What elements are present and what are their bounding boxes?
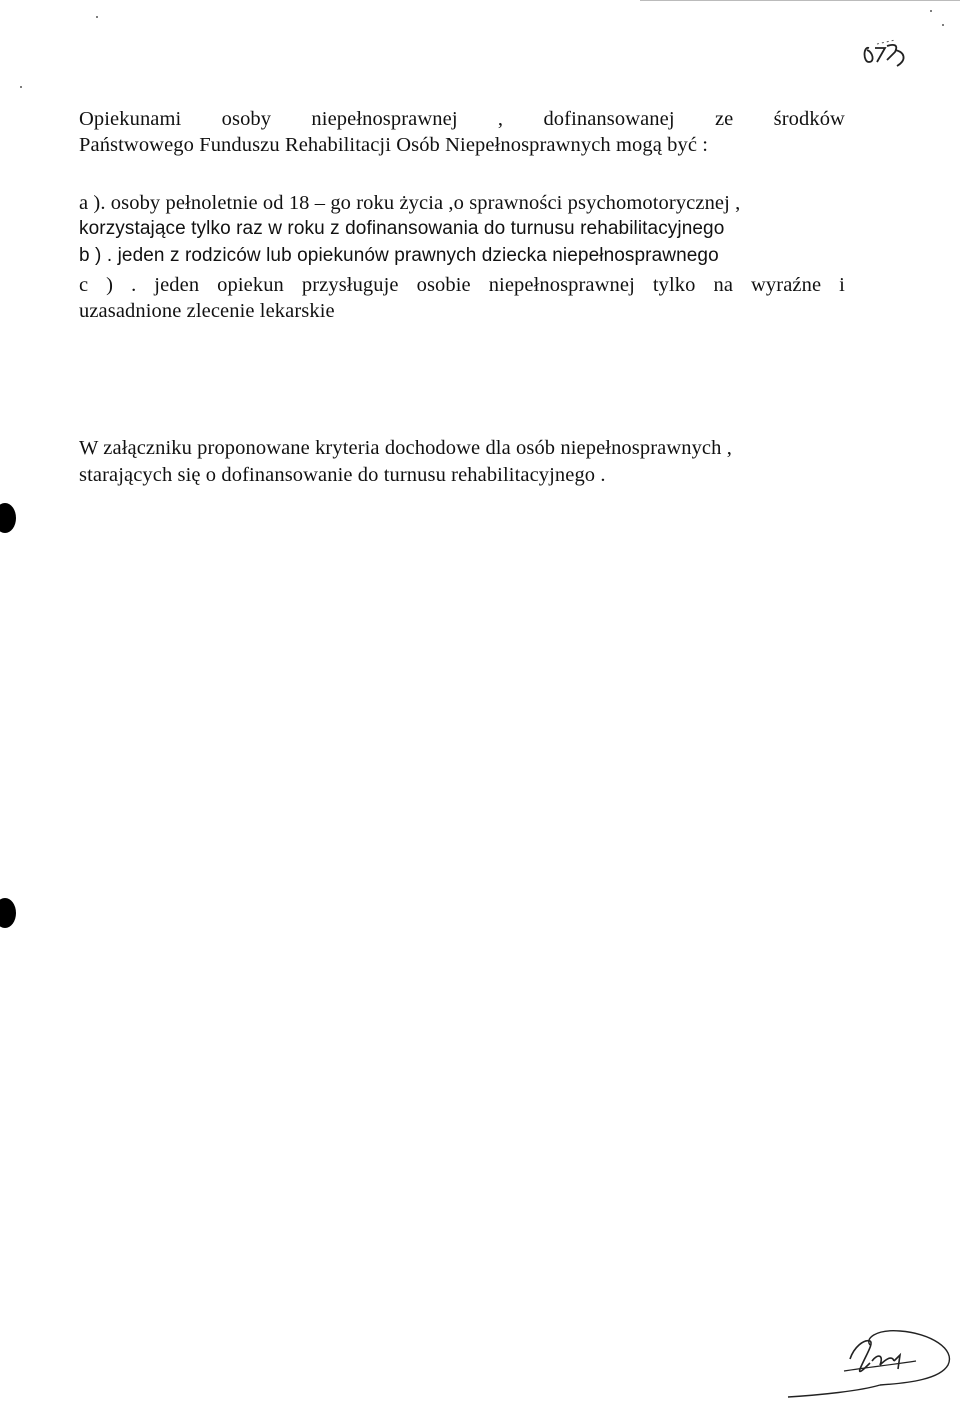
handwritten-mark-icon xyxy=(855,18,915,78)
word: i xyxy=(839,274,845,296)
word: jeden xyxy=(154,274,200,296)
word: osoby xyxy=(221,108,272,130)
list-item-a-line-2: korzystające tylko raz w roku z dofinansowania do turnusu rehabilitacyjnego xyxy=(79,218,725,239)
word: ) xyxy=(106,274,114,296)
paragraph-1-line-2: Państwowego Funduszu Rehabilitacji Osób Niepełnosprawnych mogą być : xyxy=(79,134,709,156)
list-item-c-line-1 xyxy=(79,272,845,298)
word: niepełnosprawnej xyxy=(488,274,635,296)
punch-hole-top xyxy=(0,503,16,533)
word: na xyxy=(713,274,734,296)
word: osobie xyxy=(416,274,471,296)
word: tylko xyxy=(652,274,696,296)
list-item-a-line-1: a ). osoby pełnoletnie od 18 – go roku życia ,o sprawności psychomotorycznej , xyxy=(79,192,741,214)
scan-speck xyxy=(96,16,98,18)
signature-icon xyxy=(780,1325,955,1405)
paragraph-2-line-2: starających się o dofinansowanie do turnusu rehabilitacyjnego . xyxy=(79,464,606,486)
punch-hole-bottom xyxy=(0,898,16,928)
word: c xyxy=(79,274,89,296)
paragraph-2-line-1: W załączniku proponowane kryteria dochodowe dla osób niepełnosprawnych , xyxy=(79,437,732,459)
word: Opiekunami xyxy=(79,108,182,130)
list-item-c-line-2: uzasadnione zlecenie lekarskie xyxy=(79,300,335,322)
list-item-b: b ) . jeden z rodziców lub opiekunów prawnych dziecka niepełnosprawnego xyxy=(79,245,719,266)
word: niepełnosprawnej xyxy=(311,108,458,130)
scan-speck xyxy=(20,86,22,88)
paragraph-1-line-1 xyxy=(79,106,845,132)
word: . xyxy=(131,274,137,296)
word: dofinansowanej xyxy=(543,108,675,130)
word: wyraźne xyxy=(751,274,822,296)
scan-speck xyxy=(942,24,944,26)
word: przysługuje xyxy=(301,274,399,296)
word: , xyxy=(497,108,504,130)
word: środków xyxy=(773,108,845,130)
word: ze xyxy=(714,108,734,130)
word: opiekun xyxy=(217,274,284,296)
scan-speck xyxy=(930,10,932,12)
scan-edge-line xyxy=(640,0,960,1)
